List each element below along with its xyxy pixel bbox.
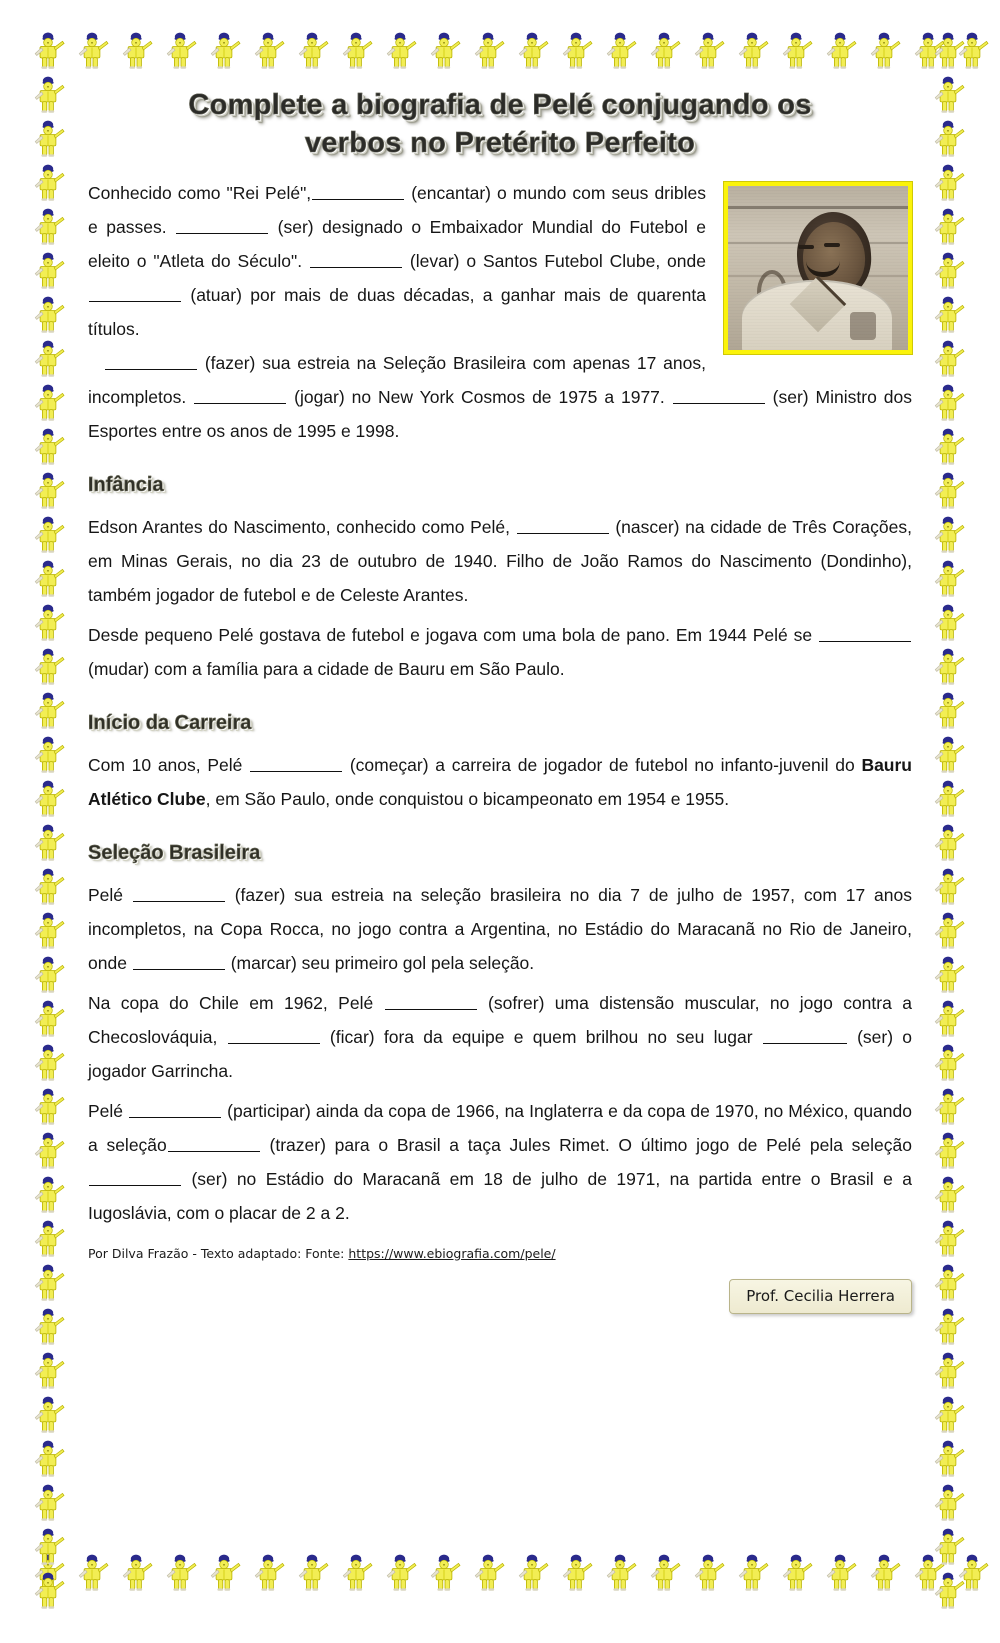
border-row-left — [28, 28, 72, 1588]
cheering-figure-icon — [28, 1128, 72, 1172]
cheering-figure-icon — [864, 1550, 908, 1594]
cheering-figure-icon — [424, 28, 468, 72]
cheering-figure-icon — [336, 1550, 380, 1594]
intro-text-1a: Conhecido como "Rei Pelé", — [88, 183, 312, 203]
cheering-figure-icon — [928, 1392, 972, 1436]
answer-blank[interactable] — [819, 627, 911, 642]
intro-text-2a: (fazer) sua estreia na Seleção Brasileira com apenas 17 anos, incompletos. — [88, 353, 706, 407]
text: (mudar) com a família para a cidade de Bauru em São Paulo. — [88, 659, 565, 679]
cheering-figure-icon — [928, 1304, 972, 1348]
cheering-figure-icon — [928, 248, 972, 292]
worksheet-body — [88, 78, 912, 1548]
cheering-figure-icon — [928, 1128, 972, 1172]
cheering-figure-icon — [116, 28, 160, 72]
cheering-figure-icon — [424, 1550, 468, 1594]
cheering-figure-icon — [28, 688, 72, 732]
cheering-figure-icon — [928, 1172, 972, 1216]
cheering-figure-icon — [928, 512, 972, 556]
cheering-figure-icon — [820, 28, 864, 72]
club-name: Bauru Atlético Clube — [88, 755, 912, 809]
text: Pelé — [88, 1101, 124, 1121]
text: (fazer) sua estreia na seleção brasileira no dia 7 de julho de 1957, com 17 anos incompletos, na Copa Rocca, no jogo contra a Argentina, no Estádio do Maracanã no Rio de Janeiro, onde — [88, 885, 912, 973]
cheering-figure-icon — [928, 556, 972, 600]
cheering-figure-icon — [928, 996, 972, 1040]
cheering-figure-icon — [928, 468, 972, 512]
cheering-figure-icon — [28, 732, 72, 776]
answer-blank[interactable] — [310, 253, 402, 268]
text: (começar) a carreira de jogador de futebol no infanto-juvenil do — [349, 755, 862, 775]
answer-blank[interactable] — [105, 355, 197, 370]
cheering-figure-icon — [928, 864, 972, 908]
answer-blank[interactable] — [312, 185, 404, 200]
selecao-paragraph-2 — [88, 986, 912, 1088]
cheering-figure-icon — [928, 1216, 972, 1260]
infancia-paragraph-2 — [88, 618, 912, 686]
cheering-figure-icon — [28, 424, 72, 468]
border-row-top — [28, 28, 972, 72]
cheering-figure-icon — [28, 512, 72, 556]
cheering-figure-icon — [160, 28, 204, 72]
text: Edson Arantes do Nascimento, conhecido como Pelé, — [88, 517, 510, 537]
cheering-figure-icon — [908, 28, 952, 72]
cheering-figure-icon — [28, 952, 72, 996]
cheering-figure-icon — [928, 776, 972, 820]
cheering-figure-icon — [928, 644, 972, 688]
text: Na copa do Chile em 1962, Pelé — [88, 993, 374, 1013]
cheering-figure-icon — [864, 28, 908, 72]
text: (marcar) seu primeiro gol pela seleção. — [230, 953, 535, 973]
text: Com 10 anos, Pelé — [88, 755, 243, 775]
cheering-figure-icon — [116, 1550, 160, 1594]
cheering-figure-icon — [28, 116, 72, 160]
cheering-figure-icon — [928, 1040, 972, 1084]
answer-blank[interactable] — [176, 219, 268, 234]
intro-text-1e: (atuar) por mais de duas décadas, a ganhar mais de quarenta títulos. — [88, 285, 706, 339]
cheering-figure-icon — [28, 996, 72, 1040]
cheering-figure-icon — [928, 820, 972, 864]
cheering-figure-icon — [468, 1550, 512, 1594]
cheering-figure-icon — [28, 1568, 72, 1612]
cheering-figure-icon — [28, 1524, 72, 1568]
title-line-2: verbos no Pretérito Perfeito — [304, 127, 696, 159]
cheering-figure-icon — [928, 424, 972, 468]
intro-text-2c: (ser) Ministro dos Esportes entre os anos de 1995 e 1998. — [88, 387, 912, 441]
border-row-right — [928, 28, 972, 1588]
section-heading-inicio-da-carreira: Início da Carreira — [88, 712, 252, 734]
cheering-figure-icon — [380, 1550, 424, 1594]
cheering-figure-icon — [292, 28, 336, 72]
title-line-1: Complete a biografia de Pelé conjugando os — [188, 89, 812, 121]
cheering-figure-icon — [204, 28, 248, 72]
cheering-figure-icon — [72, 1550, 116, 1594]
intro-text-1b: (encantar) o mundo com seus dribles e passes. — [88, 183, 706, 237]
cheering-figure-icon — [28, 556, 72, 600]
cheering-figure-icon — [28, 820, 72, 864]
cheering-figure-icon — [292, 1550, 336, 1594]
signature-row — [88, 1279, 912, 1314]
credit-line — [88, 1246, 912, 1261]
cheering-figure-icon — [28, 72, 72, 116]
cheering-figure-icon — [248, 28, 292, 72]
cheering-figure-icon — [28, 1172, 72, 1216]
text: , em São Paulo, onde conquistou o bicampeonato em 1954 e 1955. — [205, 789, 730, 809]
cheering-figure-icon — [28, 600, 72, 644]
cheering-figure-icon — [72, 28, 116, 72]
cheering-figure-icon — [28, 28, 72, 72]
cheering-figure-icon — [28, 1216, 72, 1260]
cheering-figure-icon — [928, 1480, 972, 1524]
cheering-figure-icon — [928, 28, 972, 72]
cheering-figure-icon — [820, 1550, 864, 1594]
text: (participar) ainda da copa de 1966, na Inglaterra e da copa de 1970, no México, quando a seleção — [88, 1101, 912, 1155]
cheering-figure-icon — [928, 160, 972, 204]
cheering-figure-icon — [928, 1568, 972, 1612]
cheering-figure-icon — [28, 468, 72, 512]
cheering-figure-icon — [28, 1260, 72, 1304]
intro-paragraph-2 — [88, 346, 912, 448]
cheering-figure-icon — [28, 28, 72, 72]
cheering-figure-icon — [336, 28, 380, 72]
cheering-figure-icon — [28, 908, 72, 952]
cheering-figure-icon — [160, 1550, 204, 1594]
cheering-figure-icon — [928, 952, 972, 996]
answer-blank[interactable] — [517, 519, 609, 534]
cheering-figure-icon — [928, 688, 972, 732]
answer-blank[interactable] — [385, 995, 477, 1010]
answer-blank[interactable] — [673, 389, 765, 404]
cheering-figure-icon — [28, 776, 72, 820]
cheering-figure-icon — [600, 28, 644, 72]
cheering-figure-icon — [556, 1550, 600, 1594]
answer-blank[interactable] — [89, 287, 181, 302]
cheering-figure-icon — [928, 1436, 972, 1480]
answer-blank[interactable] — [763, 1029, 847, 1044]
answer-blank[interactable] — [129, 1103, 221, 1118]
answer-blank[interactable] — [168, 1137, 260, 1152]
cheering-figure-icon — [556, 28, 600, 72]
source-link[interactable]: https://www.ebiografia.com/pele/ — [348, 1246, 556, 1261]
cheering-figure-icon — [952, 1550, 996, 1594]
cheering-figure-icon — [28, 160, 72, 204]
text: (ser) o jogador Garrincha. — [88, 1027, 912, 1081]
page-title — [88, 78, 912, 162]
cheering-figure-icon — [28, 336, 72, 380]
cheering-figure-icon — [28, 864, 72, 908]
cheering-figure-icon — [468, 28, 512, 72]
answer-blank[interactable] — [133, 955, 225, 970]
teacher-signature-box: Prof. Cecilia Herrera — [729, 1279, 912, 1314]
cheering-figure-icon — [600, 1550, 644, 1594]
answer-blank[interactable] — [194, 389, 286, 404]
selecao-paragraph-3 — [88, 1094, 912, 1230]
text: (ficar) fora da equipe e quem brilhou no seu lugar — [329, 1027, 753, 1047]
answer-blank[interactable] — [89, 1171, 181, 1186]
cheering-figure-icon — [928, 336, 972, 380]
text: Desde pequeno Pelé gostava de futebol e jogava com uma bola de pano. Em 1944 Pelé se — [88, 625, 813, 645]
infancia-paragraph-1 — [88, 510, 912, 612]
cheering-figure-icon — [928, 204, 972, 248]
cheering-figure-icon — [928, 292, 972, 336]
border-row-bottom — [28, 1550, 972, 1594]
section-heading-selecao-brasileira: Seleção Brasileira — [88, 842, 261, 864]
cheering-figure-icon — [28, 1040, 72, 1084]
cheering-figure-icon — [928, 600, 972, 644]
intro-text-2b: (jogar) no New York Cosmos de 1975 a 1977. — [294, 387, 665, 407]
answer-blank[interactable] — [133, 887, 225, 902]
cheering-figure-icon — [204, 1550, 248, 1594]
cheering-figure-icon — [928, 380, 972, 424]
cheering-figure-icon — [928, 1084, 972, 1128]
cheering-figure-icon — [512, 28, 556, 72]
cheering-figure-icon — [928, 1260, 972, 1304]
section-heading-infancia: Infância — [88, 474, 164, 496]
intro-text-1c: (ser) designado o Embaixador Mundial do Futebol e eleito o "Atleta do Século". — [88, 217, 706, 271]
cheering-figure-icon — [28, 644, 72, 688]
cheering-figure-icon — [28, 1480, 72, 1524]
carreira-paragraph-1 — [88, 748, 912, 816]
credit-prefix: Por Dilva Frazão - Texto adaptado: Fonte: — [88, 1246, 349, 1261]
cheering-figure-icon — [512, 1550, 556, 1594]
answer-blank[interactable] — [228, 1029, 320, 1044]
cheering-figure-icon — [928, 1524, 972, 1568]
cheering-figure-icon — [688, 1550, 732, 1594]
cheering-figure-icon — [952, 28, 996, 72]
text: (ser) no Estádio do Maracanã em 18 de julho de 1971, na partida entre o Brasil e a Iugoslávia, com o placar de 2 a 2. — [88, 1169, 913, 1223]
cheering-figure-icon — [928, 908, 972, 952]
cheering-figure-icon — [28, 380, 72, 424]
cheering-figure-icon — [928, 732, 972, 776]
cheering-figure-icon — [248, 1550, 292, 1594]
cheering-figure-icon — [908, 1550, 952, 1594]
text: (sofrer) uma distensão muscular, no jogo contra a Checoslováquia, — [88, 993, 912, 1047]
text: (nascer) na cidade de Três Corações, em Minas Gerais, no dia 23 de outubro de 1940. Filho de João Ramos do Nascimento (Dondinho), também jogador de futebol e de Celeste Arantes. — [88, 517, 912, 605]
cheering-figure-icon — [928, 72, 972, 116]
answer-blank[interactable] — [250, 757, 342, 772]
selecao-paragraph-1 — [88, 878, 912, 980]
cheering-figure-icon — [776, 28, 820, 72]
cheering-figure-icon — [28, 1304, 72, 1348]
cheering-figure-icon — [28, 292, 72, 336]
pele-photo — [724, 182, 912, 354]
cheering-figure-icon — [28, 1084, 72, 1128]
intro-text-1d: (levar) o Santos Futebol Clube, onde — [409, 251, 706, 271]
cheering-figure-icon — [380, 28, 424, 72]
cheering-figure-icon — [776, 1550, 820, 1594]
cheering-figure-icon — [28, 1436, 72, 1480]
cheering-figure-icon — [28, 1348, 72, 1392]
cheering-figure-icon — [644, 28, 688, 72]
cheering-figure-icon — [28, 204, 72, 248]
cheering-figure-icon — [688, 28, 732, 72]
cheering-figure-icon — [28, 248, 72, 292]
cheering-figure-icon — [928, 116, 972, 160]
text: (trazer) para o Brasil a taça Jules Rimet. O último jogo de Pelé pela seleção — [269, 1135, 912, 1155]
text: Pelé — [88, 885, 124, 905]
cheering-figure-icon — [28, 1392, 72, 1436]
cheering-figure-icon — [644, 1550, 688, 1594]
cheering-figure-icon — [732, 28, 776, 72]
photo-background — [728, 186, 908, 350]
cheering-figure-icon — [928, 1348, 972, 1392]
cheering-figure-icon — [28, 1550, 72, 1594]
cheering-figure-icon — [732, 1550, 776, 1594]
